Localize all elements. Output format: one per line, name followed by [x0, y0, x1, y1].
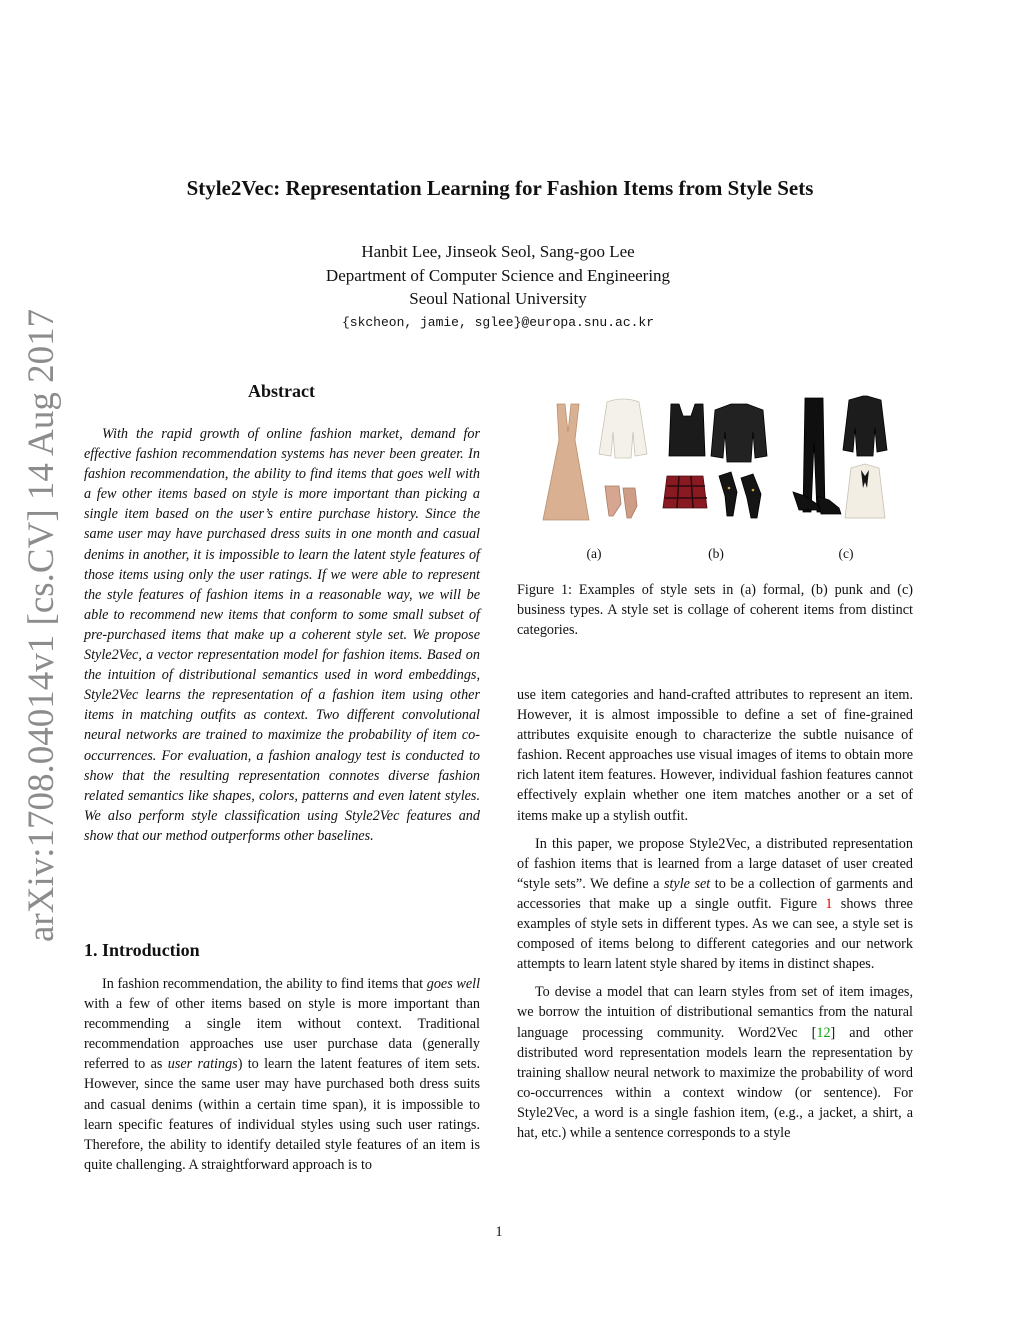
style-set-formal-image [535, 392, 653, 532]
paper-title: Style2Vec: Representation Learning for Fashion Items from Style Sets [186, 176, 814, 200]
figure-caption: Figure 1: Examples of style sets in (a) formal, (b) punk and (c) business types. A style set is collage of coherent items from distinct categories. [517, 582, 913, 639]
gown [543, 404, 589, 520]
author-department: Department of Computer Science and Engineering [325, 265, 671, 285]
right-paragraph-1: use item categories and hand-crafted attributes to represent an item. However, it is almost impossible to define a set of fine-grained attributes exquisite enough to characterize the subtle nuisance of fashion. Recent approaches use visual images of items to obtain more rich latent item features. However, individual fashion features cannot effectively explain whether one item matches another or a set of items make up a stylish outfit. [517, 687, 913, 824]
figure-label-c: (c) [838, 546, 854, 561]
right-column-body [517, 685, 913, 1143]
citation-link[interactable]: 12 [816, 1024, 831, 1041]
studded-boot-right [741, 474, 761, 518]
heel-left [605, 486, 621, 516]
introduction-body [84, 974, 480, 1175]
abstract-heading: Abstract [248, 381, 315, 401]
figure-1 [517, 392, 913, 572]
blazer [843, 396, 887, 456]
heel-right [623, 488, 637, 518]
page-number: 1 [495, 1224, 503, 1240]
bow-blouse [845, 464, 885, 518]
author-email[interactable]: {skcheon, jamie, sglee}@europa.snu.ac.kr [341, 314, 655, 330]
pump-right [817, 496, 841, 514]
author-names: Hanbit Lee, Jinseok Seol, Sang-goo Lee [361, 242, 635, 261]
figure-reference-link[interactable]: 1 [825, 895, 833, 912]
abstract-body [84, 424, 480, 846]
leather-jacket [711, 404, 767, 462]
author-block [0, 240, 996, 334]
introduction-heading: 1. Introduction [84, 940, 200, 960]
author-university: Seoul National University [409, 289, 587, 308]
figure-label-a: (a) [586, 546, 602, 561]
plaid-skirt [663, 476, 707, 508]
right-paragraph-2: In this paper, we propose Style2Vec, a distributed representation of fashion items that is learned from a large dataset of user created “style sets”. We define a style set to be a collection of garments and accessories that make up a single outfit. Figure 1 shows three examples of style sets in different types. As we can see, a style set is composed of items belong to different categories and our network attempts to learn latent style shared by items in distinct shapes. [517, 835, 913, 973]
style-set-business-image [787, 392, 905, 532]
tank-top [669, 404, 705, 456]
style-set-punk-image [657, 392, 775, 532]
figure-label-b: (b) [708, 546, 724, 561]
fur-jacket [599, 399, 647, 458]
studded-boot-left [719, 472, 737, 516]
right-paragraph-3: To devise a model that can learn styles from set of item images, we borrow the intuition of distributional semantics from the natural language processing community. Word2Vec [12] and other distributed word representation models learn the representation by training shallow neural network to maximize the probability of word co-occurrences within a context window (or sentence). For Style2Vec, a word is a single fashion item, (e.g., a jacket, a shirt, a hat, etc.) while a sentence corresponds to a style [517, 984, 913, 1141]
arxiv-stamp: arXiv:1708.04014v1 [cs.CV] 14 Aug 2017 [21, 308, 62, 942]
black-trousers [803, 398, 825, 512]
introduction-paragraph: In fashion recommendation, the ability to find items that goes well with a few of other items based on style is more important than recommending a single item without context. Traditional recommendation approaches use user purchase data (generally referred to as user ratings) to learn the latent features of item sets. However, since the same user may have purchased both dress suits and casual denims (within a certain time span), it is impossible to learn specific features of individual styles using such user ratings. Therefore, the ability to identify detailed style features of an item is quite challenging. A straightforward approach is to [84, 976, 481, 1173]
abstract-text: With the rapid growth of online fashion market, demand for effective fashion recommendation systems has never been greater. In fashion recommendation, the ability to find items that goes well with a few other items based on style is more important than picking a single item based on the user’s entire purchase history. Since the same user may have purchased dress suits in one month and casual denims in another, it is impossible to learn the latent style features of those items using only the user ratings. If we were able to represent the style features of fashion items in a reasonable way, we will be able to recommend new items that conform to some small subset of pre-purchased items that make up a coherent style set. We propose Style2Vec, a vector representation model for fashion items. Based on the intuition of distributional semantics used in word embeddings, Style2Vec learns the representation of a fashion item using other items in matching outfits as context. Two different convolutional neural networks are trained to maximize the probability of item co-occurrences. For evaluation, a fashion analogy test is conducted to show that the resulting representation connotes diverse fashion related semantics like shapes, colors, patterns and even latent styles. We also perform style classification using Style2Vec features and show that our method outperforms other baselines. [84, 426, 480, 844]
